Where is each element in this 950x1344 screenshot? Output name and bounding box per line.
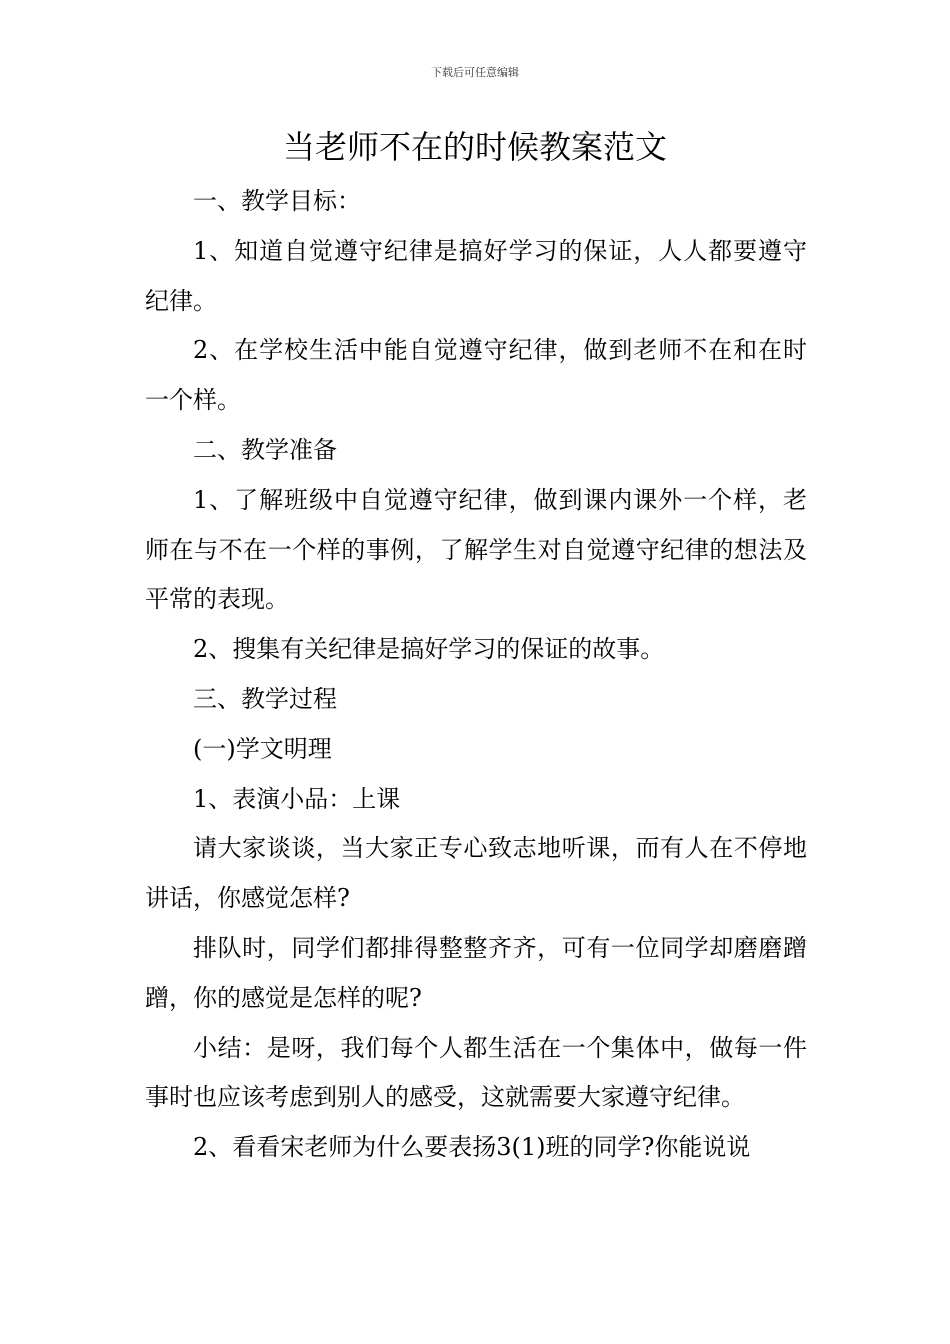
paragraph: 请大家谈谈，当大家正专心致志地听课，而有人在不停地讲话，你感觉怎样?	[145, 834, 807, 913]
paragraph: (一)学文明理	[193, 734, 332, 763]
paragraph: 2、在学校生活中能自觉遵守纪律，做到老师不在和在时一个样。	[145, 336, 807, 415]
paragraph: 2、搜集有关纪律是搞好学习的保证的故事。	[193, 635, 665, 664]
paragraph: 三、教学过程	[193, 684, 337, 713]
document-body	[145, 177, 807, 1173]
paragraph: 1、知道自觉遵守纪律是搞好学习的保证，人人都要遵守纪律。	[145, 236, 807, 315]
paragraph: 小结：是呀，我们每个人都生活在一个集体中，做每一件事时也应该考虑到别人的感受，这就需要大家遵守纪律。	[145, 1033, 807, 1112]
paragraph: 1、表演小品：上课	[193, 784, 401, 813]
paragraph: 1、了解班级中自觉遵守纪律，做到课内课外一个样，老师在与不在一个样的事例，了解学生对自觉遵守纪律的想法及平常的表现。	[145, 485, 807, 614]
paragraph: 二、教学准备	[193, 435, 337, 464]
paragraph: 排队时，同学们都排得整整齐齐，可有一位同学却磨磨蹭蹭，你的感觉是怎样的呢?	[145, 933, 807, 1012]
paragraph: 一、教学目标：	[193, 187, 361, 215]
header-note: 下载后可任意编辑	[431, 66, 519, 79]
paragraph: 2、看看宋老师为什么要表扬3(1)班的同学?你能说说	[193, 1133, 751, 1162]
document-title: 当老师不在的时候教案范文	[282, 128, 667, 166]
